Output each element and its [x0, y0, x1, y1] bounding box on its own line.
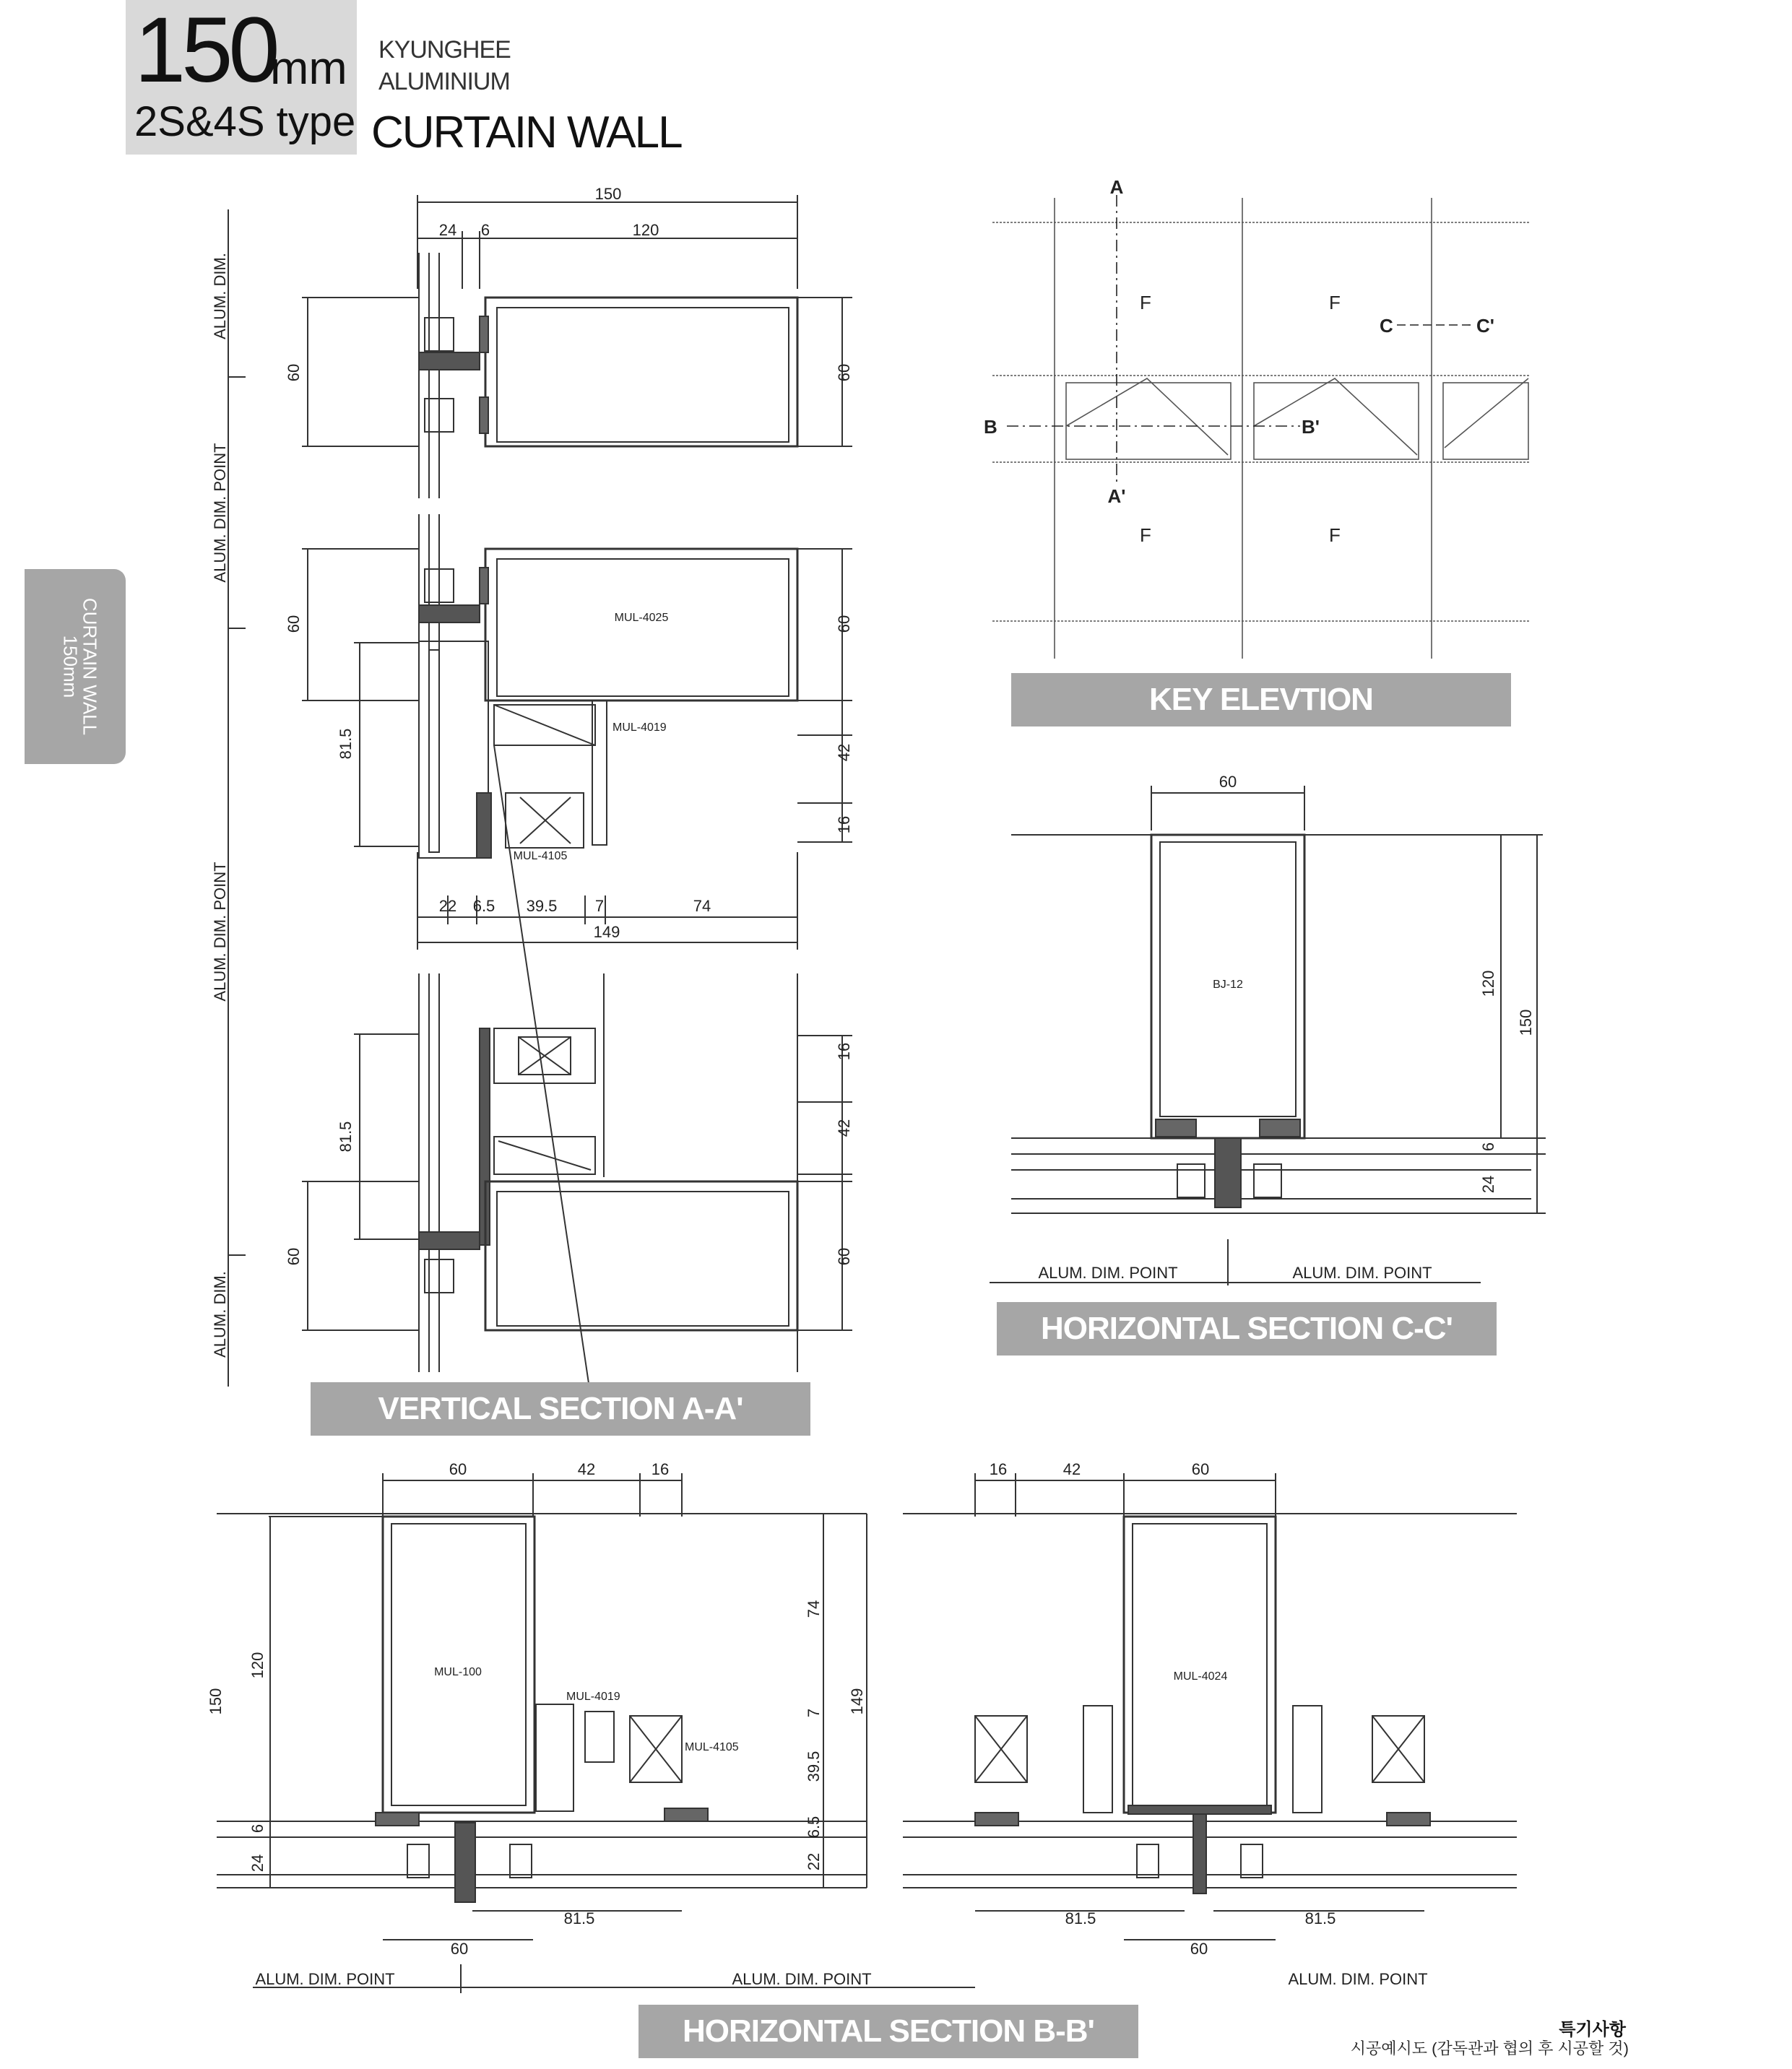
side-tab-line1: CURTAIN WALL	[79, 597, 101, 736]
label-alum-dim-point-2: ALUM. DIM. POINT	[211, 862, 229, 1002]
part-mul-4025: MUL-4025	[614, 612, 669, 624]
dim-42-bb-left-top: 42	[577, 1460, 596, 1478]
dim-6-5-bb: 6.5	[805, 1816, 823, 1839]
part-mul-4105-bb: MUL-4105	[685, 1741, 739, 1753]
dim-24-bb: 24	[248, 1854, 267, 1873]
vertical-section-title: VERTICAL SECTION A-A'	[311, 1382, 810, 1436]
fixed-label-4: F	[1329, 524, 1341, 546]
dim-16-bb-right-top: 16	[989, 1460, 1008, 1478]
dim-120-cc: 120	[1479, 970, 1497, 997]
alum-dim-point-bb-3: ALUM. DIM. POINT	[1288, 1970, 1428, 1988]
dim-60-left-3: 60	[285, 1247, 303, 1266]
label-alum-dim-top: ALUM. DIM.	[211, 253, 229, 339]
dim-22-bb: 22	[805, 1852, 823, 1871]
fixed-label-1: F	[1140, 292, 1151, 313]
dim-24-cc: 24	[1479, 1175, 1497, 1194]
dim-81-5-bb-left: 81.5	[563, 1909, 595, 1927]
alum-dim-point-cc-right: ALUM. DIM. POINT	[1292, 1264, 1432, 1282]
dim-42-bb-right-top: 42	[1062, 1460, 1081, 1478]
dim-16-right-2: 16	[835, 1042, 853, 1061]
type-label: 2S&4S type	[134, 98, 356, 145]
dim-7-bottom: 7	[594, 897, 605, 915]
dim-150-bb: 150	[207, 1688, 225, 1715]
dim-81-5-left-2: 81.5	[337, 1121, 355, 1153]
marker-c-prime: C'	[1476, 315, 1494, 337]
dim-74-bottom: 74	[693, 897, 711, 915]
dim-149-bb: 149	[848, 1688, 866, 1715]
dim-120-top: 120	[632, 221, 659, 239]
dim-60-right-1: 60	[835, 363, 853, 382]
dim-60-bb-left-top: 60	[449, 1460, 467, 1478]
horizontal-section-cc-drawing	[990, 786, 1546, 1285]
company-name-line2: ALUMINIUM	[378, 68, 510, 95]
part-mul-4105: MUL-4105	[513, 850, 568, 862]
dim-6-bb: 6	[248, 1823, 267, 1834]
part-mul-4024: MUL-4024	[1173, 1670, 1228, 1683]
dim-74-bb: 74	[805, 1600, 823, 1618]
dim-60-right-3: 60	[835, 1247, 853, 1266]
dim-120-bb: 120	[248, 1652, 267, 1679]
marker-a: A	[1109, 176, 1124, 198]
side-tab-line2: 150mm	[59, 635, 81, 698]
dim-60-cc: 60	[1219, 773, 1237, 791]
dim-6-cc: 6	[1479, 1142, 1497, 1152]
dim-16-right-1: 16	[835, 815, 853, 834]
alum-dim-point-bb-1: ALUM. DIM. POINT	[255, 1970, 395, 1988]
notes-body: 시공예시도 (감독관과 협의 후 시공할 것)	[1350, 2039, 1629, 2057]
company-name-line1: KYUNGHEE	[378, 36, 511, 64]
dim-60-right-2: 60	[835, 615, 853, 633]
dim-6-5-bottom: 6.5	[472, 897, 495, 915]
dim-149-bottom: 149	[593, 923, 620, 941]
alum-dim-point-cc-left: ALUM. DIM. POINT	[1038, 1264, 1178, 1282]
dim-16-bb-left-top: 16	[651, 1460, 670, 1478]
marker-c: C	[1380, 315, 1393, 337]
dim-42-right-2: 42	[835, 1119, 853, 1137]
dim-60-left-2: 60	[285, 615, 303, 633]
dim-60-bb-right-bottom: 60	[1190, 1940, 1208, 1958]
key-elevation-drawing	[992, 195, 1530, 659]
part-bj-12: BJ-12	[1213, 979, 1243, 991]
dim-60-bb-left-bottom: 60	[450, 1940, 469, 1958]
marker-a-prime: A'	[1107, 485, 1126, 507]
dim-6-top: 6	[480, 221, 490, 239]
size-unit: mm	[270, 42, 347, 94]
dim-22-bottom: 22	[438, 897, 457, 915]
dim-60-bb-right-top: 60	[1191, 1460, 1210, 1478]
dim-81-5-left-1: 81.5	[337, 728, 355, 760]
marker-b-prime: B'	[1302, 416, 1320, 438]
key-elevation-title: KEY ELEVTION	[1011, 673, 1511, 726]
label-alum-dim-bottom: ALUM. DIM.	[211, 1271, 229, 1358]
vertical-section-drawing	[228, 195, 852, 1427]
fixed-label-3: F	[1140, 524, 1151, 546]
dim-60-left-1: 60	[285, 363, 303, 382]
dim-7-bb: 7	[805, 1708, 823, 1718]
dim-39-5-bb: 39.5	[805, 1751, 823, 1782]
fixed-label-2: F	[1329, 292, 1341, 313]
dim-81-5-bb-right-2: 81.5	[1304, 1909, 1336, 1927]
dim-150-top: 150	[594, 185, 622, 203]
part-mul-4019-bb: MUL-4019	[566, 1691, 620, 1703]
label-alum-dim-point-1: ALUM. DIM. POINT	[211, 443, 229, 583]
dim-150-cc: 150	[1517, 1009, 1535, 1036]
part-mul-100: MUL-100	[434, 1666, 482, 1678]
size-number: 150	[134, 0, 276, 102]
horizontal-section-cc-title: HORIZONTAL SECTION C-C'	[997, 1302, 1497, 1356]
part-mul-4019: MUL-4019	[613, 721, 667, 734]
horizontal-section-bb-title: HORIZONTAL SECTION B-B'	[639, 2005, 1138, 2058]
dim-39-5-bottom: 39.5	[526, 897, 558, 915]
marker-b: B	[984, 416, 997, 438]
dim-81-5-bb-right-1: 81.5	[1065, 1909, 1096, 1927]
product-title: CURTAIN WALL	[371, 108, 682, 157]
dim-42-right-1: 42	[835, 743, 853, 762]
notes-title: 특기사항	[1559, 2020, 1626, 2039]
dim-24-top: 24	[438, 221, 457, 239]
alum-dim-point-bb-2: ALUM. DIM. POINT	[732, 1970, 872, 1988]
